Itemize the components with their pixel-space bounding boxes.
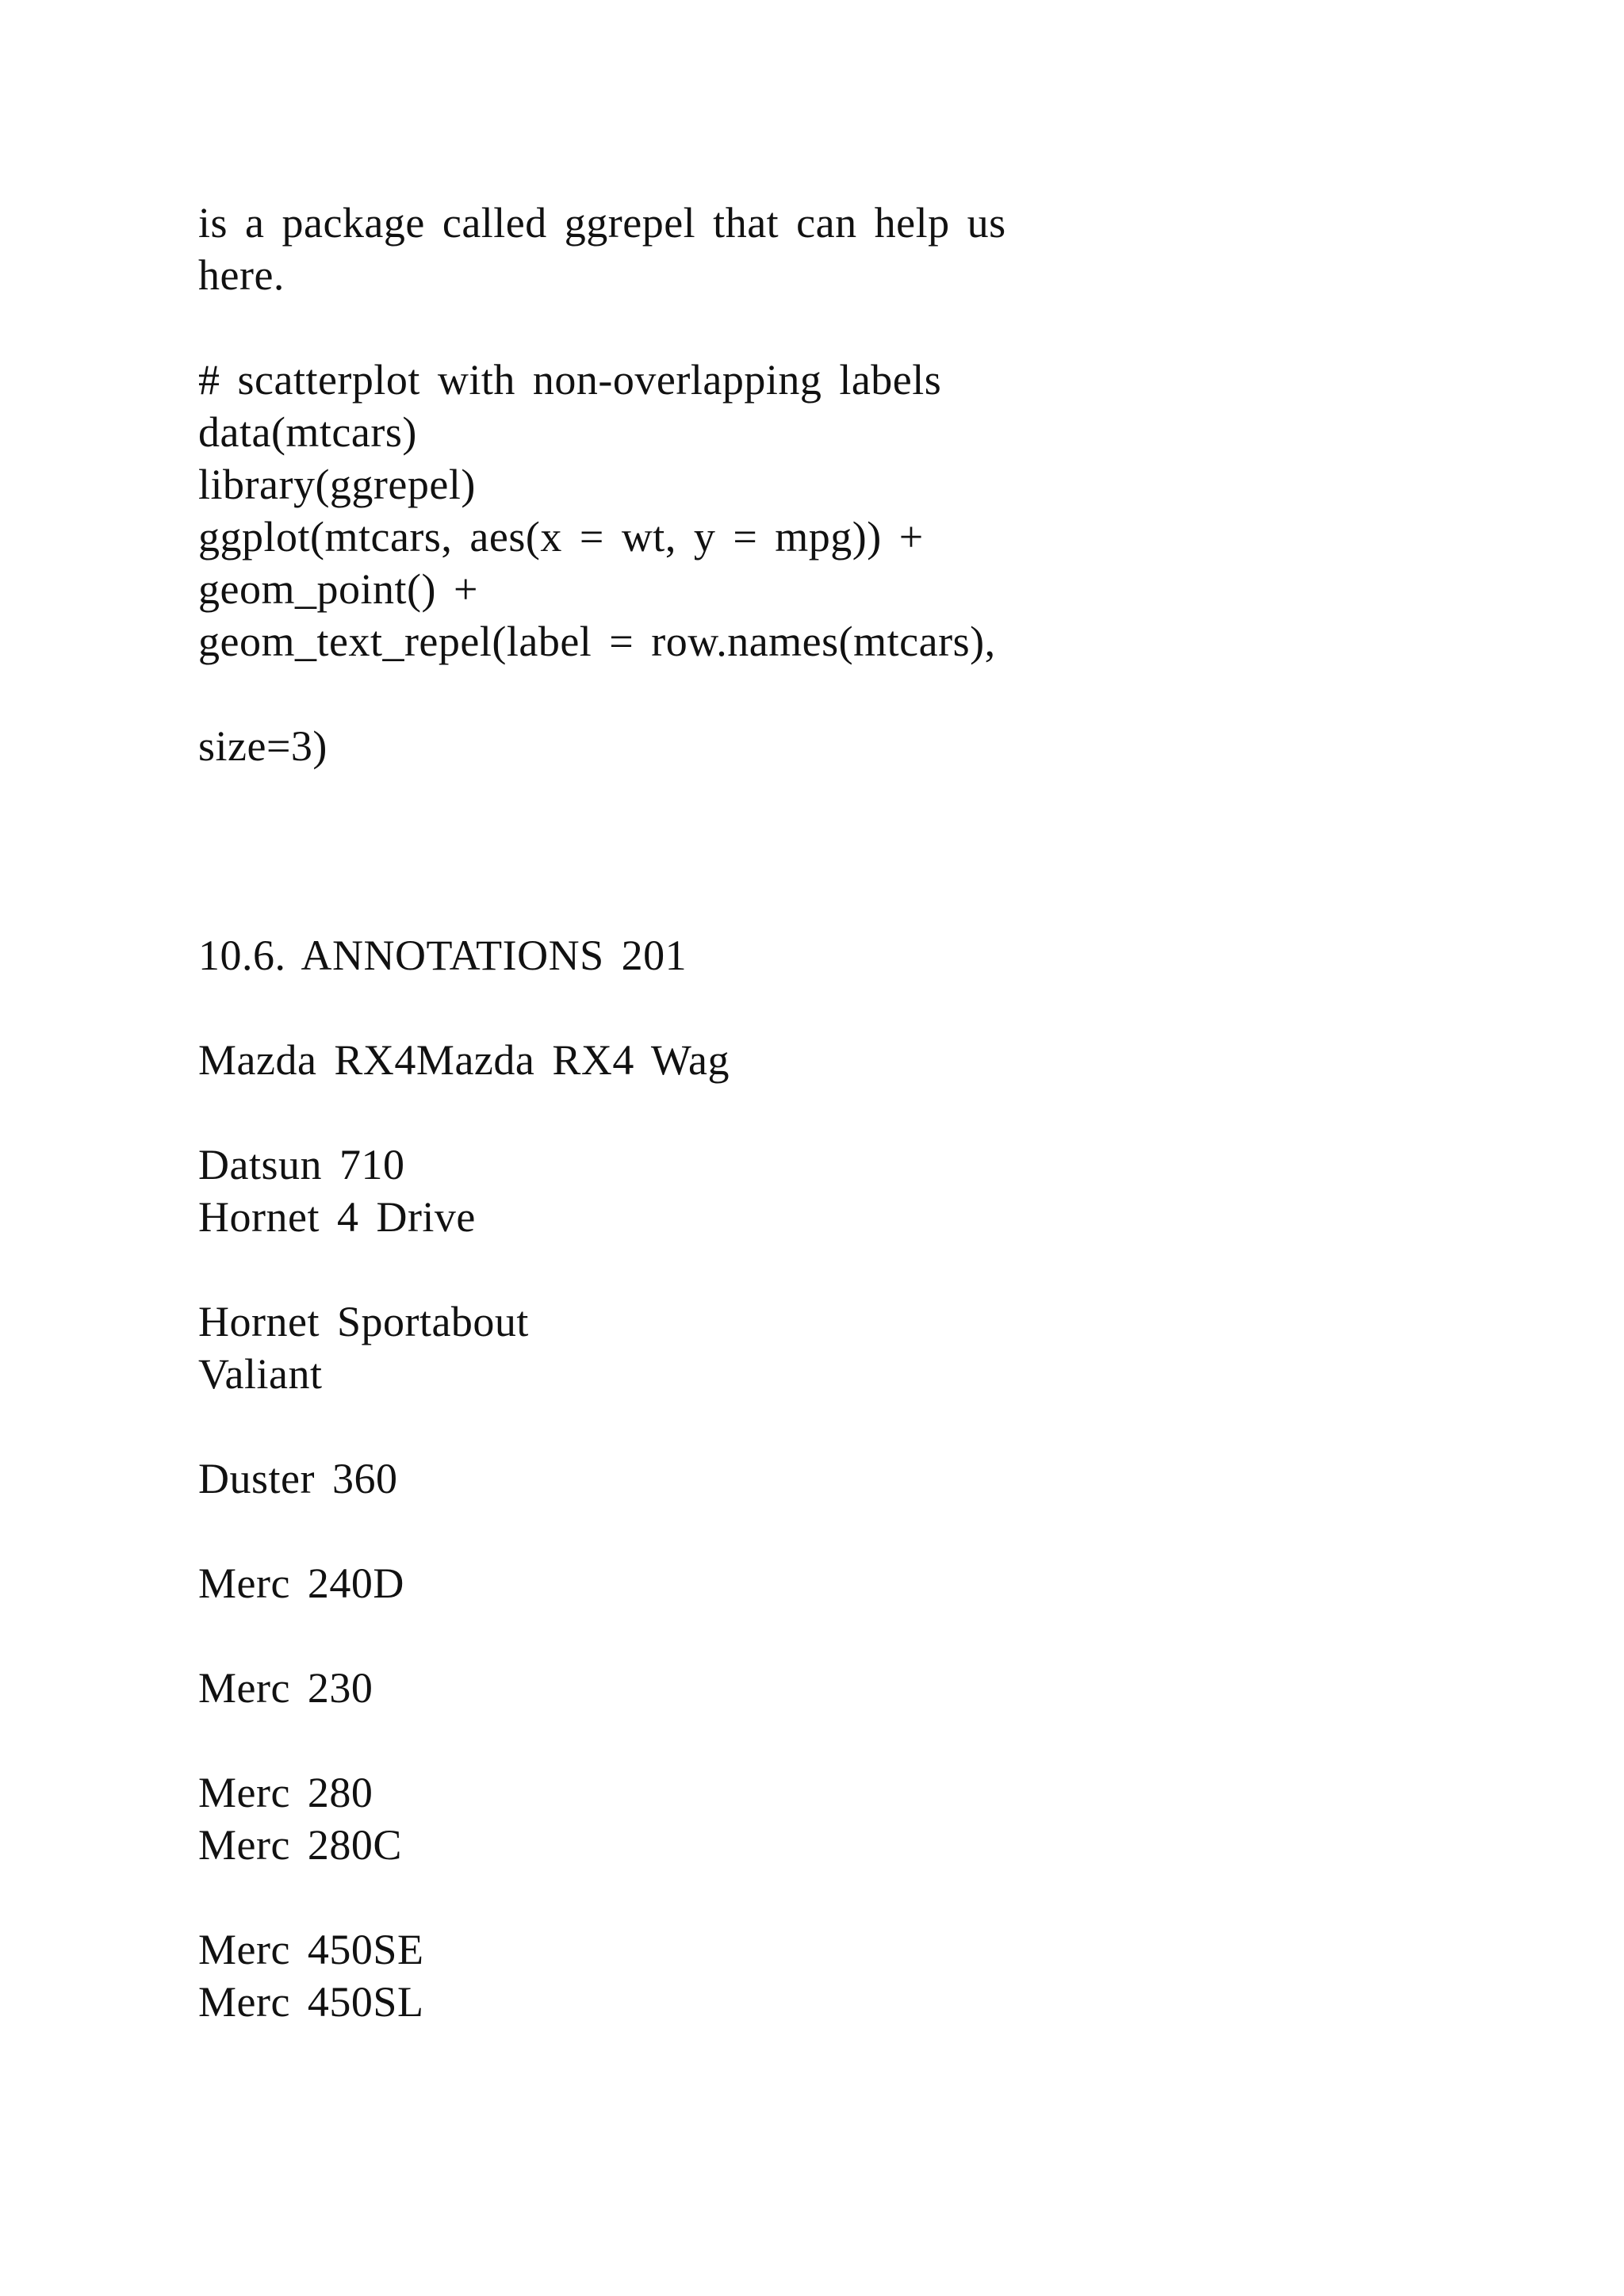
car-label-merc-230: Merc 230 <box>198 1664 373 1712</box>
car-label-merc-450se: Merc 450SE <box>198 1926 424 1973</box>
code-line-geom-point: geom_point() + <box>198 565 478 613</box>
car-label-hornet-sportabout: Hornet Sportabout <box>198 1298 529 1345</box>
code-line-ggplot: ggplot(mtcars, aes(x = wt, y = mpg)) + <box>198 513 924 561</box>
code-line-data: data(mtcars) <box>198 408 417 456</box>
car-label-datsun-710: Datsun 710 <box>198 1141 405 1188</box>
car-label-merc-280: Merc 280 <box>198 1769 373 1816</box>
car-label-hornet-4-drive: Hornet 4 Drive <box>198 1193 476 1241</box>
code-line-library: library(ggrepel) <box>198 461 476 508</box>
car-label-valiant: Valiant <box>198 1350 323 1398</box>
car-label-merc-240d: Merc 240D <box>198 1559 404 1607</box>
car-label-merc-280c: Merc 280C <box>198 1821 402 1869</box>
car-label-duster-360: Duster 360 <box>198 1455 398 1502</box>
intro-text-line-1: is a package called ggrepel that can help us <box>198 199 1006 247</box>
code-line-size: size=3) <box>198 722 327 770</box>
code-comment: # scatterplot with non-overlapping labels <box>198 356 942 404</box>
code-line-geom-text-repel: geom_text_repel(label = row.names(mtcars), <box>198 618 996 665</box>
intro-text-line-2: here. <box>198 251 285 299</box>
running-header: 10.6. ANNOTATIONS 201 <box>198 932 688 979</box>
car-label-merc-450sl: Merc 450SL <box>198 1978 424 2026</box>
car-label-mazda: Mazda RX4Mazda RX4 Wag <box>198 1036 730 1084</box>
